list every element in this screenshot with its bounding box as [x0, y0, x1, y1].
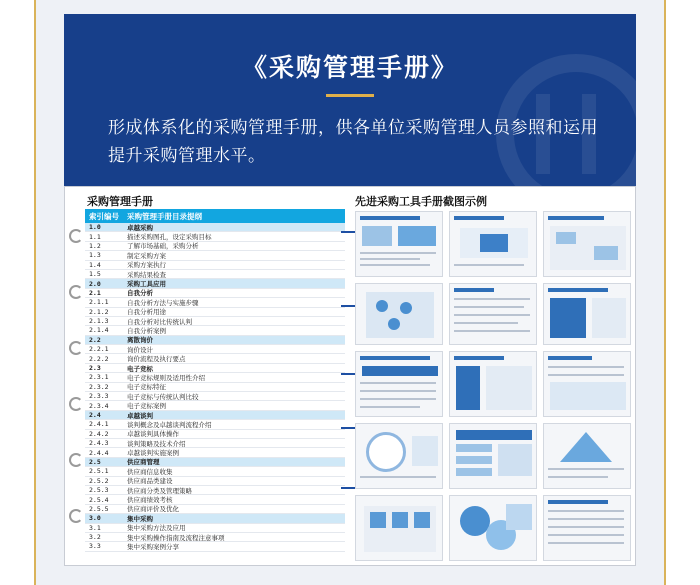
toc-index: 2.5.4 — [89, 495, 109, 504]
screenshot-thumbnail — [355, 495, 443, 561]
screenshot-thumbnail — [355, 351, 443, 417]
toc-entry: 卓越采购 — [127, 223, 153, 232]
toc-row — [85, 279, 345, 288]
toc-entry: 集中采购 — [127, 514, 153, 523]
toc-row — [85, 298, 345, 307]
toc-index: 2.0 — [89, 279, 101, 288]
toc-entry: 了解市场基础，采购分析 — [127, 242, 199, 251]
screenshot-thumbnail — [449, 211, 537, 277]
toc-index: 2.3.2 — [89, 382, 109, 391]
toc-row — [85, 430, 345, 439]
toc-entry: 询价流程及执行要点 — [127, 355, 186, 364]
toc-row — [85, 439, 345, 448]
toc-index: 2.1.3 — [89, 317, 109, 326]
toc-index: 1.5 — [89, 270, 101, 279]
toc-index: 2.5.5 — [89, 504, 109, 513]
toc-entry: 卓越谈判 — [127, 411, 153, 420]
toc-index: 2.5.3 — [89, 486, 109, 495]
toc-rows — [85, 223, 345, 552]
toc-index: 2.3.4 — [89, 401, 109, 410]
toc-row — [85, 467, 345, 476]
screenshot-thumbnail — [543, 423, 631, 489]
toc-entry: 供应商绩效考核 — [127, 496, 173, 505]
toc-entry: 电子竞标 — [127, 364, 153, 373]
toc-index: 2.5 — [89, 457, 101, 466]
toc-index: 3.1 — [89, 523, 101, 532]
toc-row — [85, 242, 345, 251]
toc-entry: 电子竞标与传统认判比较 — [127, 392, 199, 401]
toc-row — [85, 326, 345, 335]
toc-index: 2.4.3 — [89, 439, 109, 448]
toc-index: 1.3 — [89, 251, 101, 260]
toc-row — [85, 495, 345, 504]
screenshots-title: 先进采购工具手册截图示例 — [355, 195, 487, 208]
toc-index: 2.5.2 — [89, 476, 109, 485]
toc-entry: 电子竞标特征 — [127, 383, 166, 392]
screenshot-thumbnail — [355, 423, 443, 489]
toc-index: 2.1.1 — [89, 298, 109, 307]
toc-entry: 供应商信息收集 — [127, 467, 173, 476]
toc-row — [85, 392, 345, 401]
toc-index: 2.1.2 — [89, 307, 109, 316]
screenshot-thumbnail — [449, 283, 537, 345]
banner-title: 《采购管理手册》 — [241, 53, 458, 82]
toc-row — [85, 486, 345, 495]
screenshot-thumbnail — [543, 351, 631, 417]
toc-entry: 自我分析对比传统认判 — [127, 317, 192, 326]
toc-index: 2.4 — [89, 411, 101, 419]
toc-entry: 询价设计 — [127, 345, 153, 354]
toc-row — [85, 477, 345, 486]
screenshot-thumbnail — [543, 211, 631, 277]
title-divider — [326, 94, 374, 97]
toc-row — [85, 354, 345, 363]
toc-index: 1.1 — [89, 232, 101, 241]
toc-entry: 采购工具应用 — [127, 280, 166, 289]
toc-row — [85, 505, 345, 514]
screenshot-thumbnail — [449, 423, 537, 489]
toc-index: 2.4.1 — [89, 420, 109, 429]
connector-line — [341, 231, 355, 233]
binder-ring-icon — [69, 453, 83, 467]
toc-row — [85, 524, 345, 533]
toc-entry: 电子竞标案例 — [127, 402, 166, 411]
toc-entry: 集中采购方法及应用 — [127, 524, 186, 533]
toc-index: 3.0 — [89, 514, 101, 523]
toc-entry: 自我分析用途 — [127, 308, 166, 317]
toc-table — [85, 209, 345, 552]
toc-row — [85, 270, 345, 279]
toc-row — [85, 317, 345, 326]
toc-entry: 集中采购案例分享 — [127, 542, 179, 551]
toc-entry: 供应商品类建设 — [127, 477, 173, 486]
toc-entry: 自我分析案例 — [127, 327, 166, 335]
binder-ring-icon — [69, 285, 83, 299]
toc-index: 2.2.1 — [89, 345, 109, 354]
toc-entry: 供应商评价及优化 — [127, 505, 179, 514]
toc-index: 2.1 — [89, 288, 101, 297]
toc-index: 2.2.2 — [89, 354, 109, 363]
toc-index: 2.1.4 — [89, 326, 109, 335]
toc-row — [85, 373, 345, 382]
toc-index: 2.5.1 — [89, 467, 109, 476]
toc-entry: 自我分析方法与实施步骤 — [127, 298, 199, 307]
toc-index: 2.2 — [89, 335, 101, 344]
toc-header-outline: 采购管理手册目录提纲 — [127, 211, 202, 221]
screenshot-thumbnail — [543, 495, 631, 561]
connector-line — [341, 427, 355, 429]
toc-row — [85, 345, 345, 354]
toc-index: 2.3 — [89, 364, 101, 373]
binder-ring-icon — [69, 509, 83, 523]
toc-index: 1.4 — [89, 260, 101, 269]
connector-line — [341, 487, 355, 489]
toc-row — [85, 223, 345, 232]
manual-preview-panel — [64, 186, 636, 566]
toc-row — [85, 308, 345, 317]
toc-row — [85, 261, 345, 270]
toc-row — [85, 364, 345, 373]
manual-title: 采购管理手册 — [87, 195, 153, 208]
toc-row — [85, 336, 345, 345]
toc-row — [85, 411, 345, 420]
toc-row — [85, 542, 345, 551]
toc-entry: 谈判概念及卓越谈判流程介绍 — [127, 420, 212, 429]
toc-entry: 制定采购方案 — [127, 251, 166, 260]
toc-entry: 自我分析 — [127, 289, 153, 298]
binder-ring-icon — [69, 229, 83, 243]
toc-row — [85, 232, 345, 241]
toc-row — [85, 289, 345, 298]
connector-line — [341, 373, 355, 375]
screenshot-thumbnail — [543, 283, 631, 345]
toc-index: 3.3 — [89, 542, 101, 551]
toc-index: 3.2 — [89, 533, 101, 542]
banner-description: 形成体系化的采购管理手册，供各单位采购管理人员参照和运用提升采购管理水平。 — [108, 118, 598, 166]
binder-ring-icon — [69, 341, 83, 355]
toc-index: 1.0 — [89, 223, 101, 232]
toc-entry: 卓越谈判具体操作 — [127, 430, 179, 439]
toc-entry: 采购结果检查 — [127, 270, 166, 279]
toc-entry: 供应商管理 — [127, 458, 160, 467]
toc-row — [85, 383, 345, 392]
screenshot-thumbnail — [449, 351, 537, 417]
toc-index: 2.3.3 — [89, 392, 109, 401]
toc-row — [85, 514, 345, 523]
banner — [64, 14, 636, 186]
toc-entry: 供应商分类及管理策略 — [127, 486, 192, 495]
toc-row — [85, 401, 345, 410]
toc-index: 2.3.1 — [89, 373, 109, 382]
toc-index: 2.4.4 — [89, 448, 109, 457]
connector-line — [341, 305, 355, 307]
screenshot-thumbnail — [355, 283, 443, 345]
toc-index: 2.4.2 — [89, 429, 109, 438]
toc-entry: 集中采购操作指南及流程注意事项 — [127, 533, 225, 542]
toc-entry: 电子竞标规则及适用性介绍 — [127, 373, 205, 382]
screenshot-thumbnail — [355, 211, 443, 277]
toc-entry: 卓越谈判实施案例 — [127, 449, 179, 458]
binder-ring-icon — [69, 397, 83, 411]
toc-row — [85, 533, 345, 542]
toc-row — [85, 448, 345, 457]
toc-entry: 谈判策略及技术介绍 — [127, 439, 186, 448]
toc-row — [85, 420, 345, 429]
toc-row — [85, 251, 345, 260]
toc-header — [85, 209, 345, 223]
toc-index: 1.2 — [89, 241, 101, 250]
toc-entry: 描述采购图孔，设定采购目标 — [127, 233, 212, 242]
toc-entry: 离散询价 — [127, 336, 153, 345]
toc-header-index: 索引编号 — [89, 211, 119, 221]
toc-entry: 采购方案执行 — [127, 261, 166, 270]
screenshot-thumbnail — [449, 495, 537, 561]
toc-row — [85, 458, 345, 467]
